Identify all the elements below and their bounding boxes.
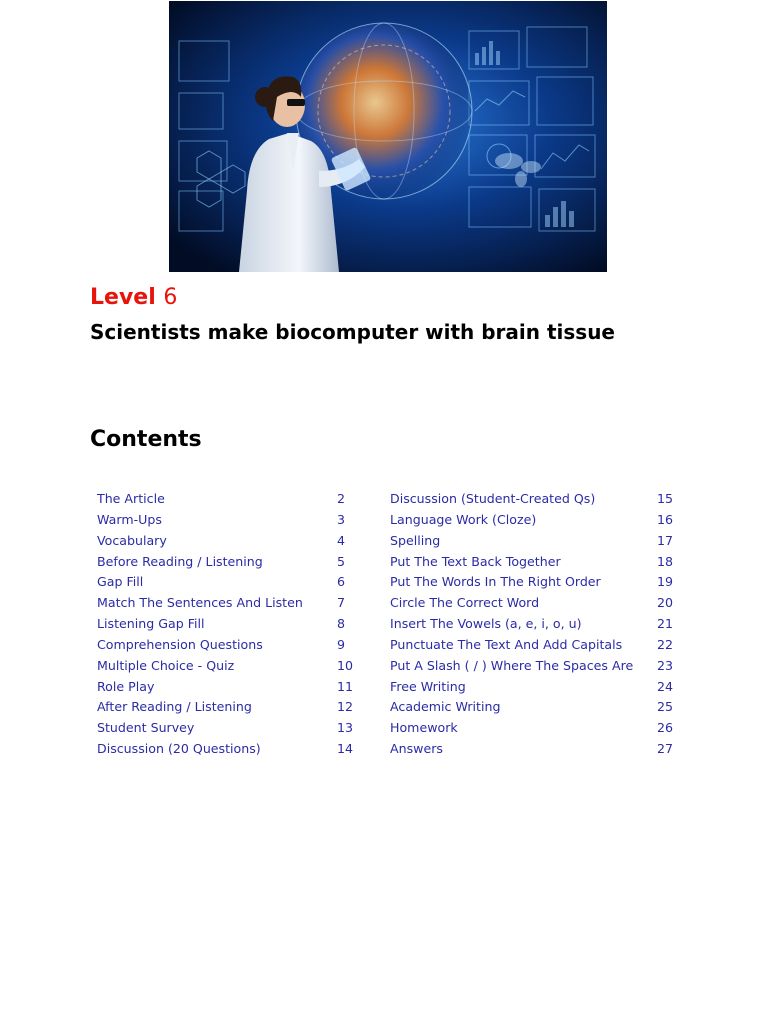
toc-item-page: 25 xyxy=(657,699,674,715)
toc-item-words-right-order[interactable] xyxy=(390,572,676,593)
toc-item-discussion-student[interactable] xyxy=(390,489,676,510)
toc-item-punctuate-text[interactable] xyxy=(390,635,676,656)
toc-item-page: 17 xyxy=(657,532,674,548)
toc-item-label: Warm-Ups xyxy=(97,511,162,527)
toc-item-page: 16 xyxy=(657,511,674,527)
toc-item-the-article[interactable] xyxy=(97,489,356,510)
toc-item-gap-fill[interactable] xyxy=(97,572,356,593)
toc-item-label: Answers xyxy=(390,741,443,757)
toc-item-page: 23 xyxy=(657,657,674,673)
toc-item-match-sentences[interactable] xyxy=(97,593,356,614)
toc-item-label: Put The Text Back Together xyxy=(390,553,561,569)
toc-item-page: 2 xyxy=(337,491,346,506)
toc-item-page: 11 xyxy=(337,678,354,694)
toc-item-listening-gap-fill[interactable] xyxy=(97,614,356,635)
toc-item-label: Homework xyxy=(390,720,458,736)
toc-item-page: 6 xyxy=(337,574,346,590)
toc-item-label: Punctuate The Text And Add Capitals xyxy=(390,636,623,652)
toc-item-before-reading[interactable] xyxy=(97,552,356,573)
level-label xyxy=(90,284,177,312)
toc-item-label: Insert The Vowels (a, e, i, o, u) xyxy=(390,616,582,632)
toc-item-page: 19 xyxy=(657,574,674,590)
toc-item-page: 18 xyxy=(657,553,674,569)
scientist-with-holographic-interface-image xyxy=(169,1,607,272)
toc-item-page: 7 xyxy=(337,595,346,611)
toc-item-insert-vowels[interactable] xyxy=(390,614,676,635)
toc-item-label: Comprehension Questions xyxy=(97,636,263,652)
toc-item-label: Student Survey xyxy=(97,720,195,736)
toc-item-warm-ups[interactable] xyxy=(97,510,356,531)
toc-item-label: The Article xyxy=(97,491,165,506)
toc-item-page: 8 xyxy=(337,616,346,632)
toc-item-spelling[interactable] xyxy=(390,531,676,552)
toc-item-label: Gap Fill xyxy=(97,574,144,590)
toc-item-discussion-20[interactable] xyxy=(97,739,356,760)
toc-item-student-survey[interactable] xyxy=(97,718,356,739)
toc-item-label: Put The Words In The Right Order xyxy=(390,574,601,590)
toc-item-label: Discussion (Student-Created Qs) xyxy=(390,491,596,506)
toc-item-page: 10 xyxy=(337,657,354,673)
toc-item-label: Role Play xyxy=(97,678,155,694)
toc-item-label: Spelling xyxy=(390,532,441,548)
toc-item-page: 15 xyxy=(657,491,674,506)
toc-item-label: Academic Writing xyxy=(390,699,501,715)
toc-item-label: Before Reading / Listening xyxy=(97,553,263,569)
toc-item-free-writing[interactable] xyxy=(390,677,676,698)
toc-item-page: 14 xyxy=(337,741,354,757)
toc-item-page: 27 xyxy=(657,741,674,757)
level-number: 6 xyxy=(163,285,178,310)
toc-item-language-work[interactable] xyxy=(390,510,676,531)
toc-item-text-back-together[interactable] xyxy=(390,552,676,573)
toc-item-circle-correct-word[interactable] xyxy=(390,593,676,614)
toc-item-page: 3 xyxy=(337,511,346,527)
toc-right-column xyxy=(390,489,676,760)
toc-item-after-reading[interactable] xyxy=(97,697,356,718)
toc-item-page: 24 xyxy=(657,678,674,694)
toc-item-label: Listening Gap Fill xyxy=(97,616,205,632)
toc-item-page: 22 xyxy=(657,636,674,652)
level-word: Level xyxy=(90,285,156,310)
page-title: Scientists make biocomputer with brain tissue xyxy=(90,320,615,344)
toc-item-label: Circle The Correct Word xyxy=(390,595,540,611)
toc-item-label: Language Work (Cloze) xyxy=(390,511,537,527)
toc-item-page: 26 xyxy=(657,720,674,736)
hero-image xyxy=(169,1,607,272)
toc-item-page: 20 xyxy=(657,595,674,611)
toc-item-label: After Reading / Listening xyxy=(97,699,252,715)
toc-item-homework[interactable] xyxy=(390,718,676,739)
toc-item-comprehension-questions[interactable] xyxy=(97,635,356,656)
toc-item-page: 9 xyxy=(337,636,346,652)
toc-item-page: 21 xyxy=(657,616,674,632)
toc-item-role-play[interactable] xyxy=(97,677,356,698)
toc-item-answers[interactable] xyxy=(390,739,676,760)
toc-item-put-a-slash[interactable] xyxy=(390,656,676,677)
toc-item-label: Multiple Choice - Quiz xyxy=(97,657,235,673)
toc-item-multiple-choice[interactable] xyxy=(97,656,356,677)
toc-item-vocabulary[interactable] xyxy=(97,531,356,552)
toc-item-page: 5 xyxy=(337,553,346,569)
toc-item-page: 4 xyxy=(337,532,346,548)
contents-heading: Contents xyxy=(90,427,202,452)
toc-item-label: Discussion (20 Questions) xyxy=(97,741,261,757)
toc-item-page: 13 xyxy=(337,720,354,736)
toc-item-label: Match The Sentences And Listen xyxy=(97,595,303,611)
toc-item-academic-writing[interactable] xyxy=(390,697,676,718)
toc-item-label: Free Writing xyxy=(390,678,466,694)
toc-item-page: 12 xyxy=(337,699,354,715)
toc-left-column xyxy=(97,489,356,760)
toc-item-label: Vocabulary xyxy=(97,532,167,548)
toc-item-label: Put A Slash ( / ) Where The Spaces Are xyxy=(390,657,634,673)
